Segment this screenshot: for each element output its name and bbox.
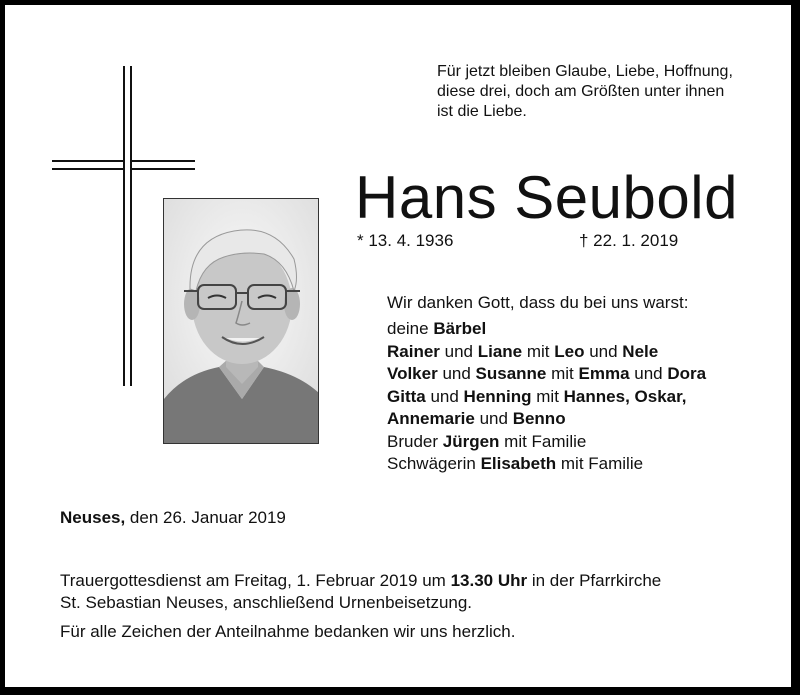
family-list [387, 318, 706, 476]
portrait-photo [163, 198, 319, 444]
thanks-line: Wir danken Gott, dass du bei uns warst: [387, 293, 689, 312]
obituary-card [5, 5, 791, 687]
cross-center [123, 160, 132, 170]
quote-line: Für jetzt bleiben Glaube, Liebe, Hoffnung, [437, 63, 733, 80]
service-line: St. Sebastian Neuses, anschließend Urnenbeisetzung. [60, 593, 473, 612]
quote-line: ist die Liebe. [437, 103, 527, 120]
family-line: Rainer und Liane mit Leo und Nele [387, 341, 659, 361]
closing-line: Für alle Zeichen der Anteilnahme bedanken wir uns herzlich. [60, 622, 516, 641]
service-time: 13.30 Uhr [450, 571, 528, 590]
date: den 26. Januar 2019 [125, 508, 286, 527]
quote-line: diese drei, doch am Größten unter ihnen [437, 83, 725, 100]
deceased-name: Hans Seubold [355, 164, 738, 231]
place-date [60, 508, 286, 528]
service-line: Trauergottesdienst am Freitag, 1. Februar 2019 um 13.30 Uhr in der Pfarrkirche [60, 571, 662, 590]
family-line: Annemarie und Benno [387, 409, 566, 428]
family-line: Volker und Susanne mit Emma und Dora [387, 364, 707, 383]
cross-icon [123, 66, 132, 386]
birth-date: * 13. 4. 1936 [357, 231, 454, 250]
family-line: deine Bärbel [387, 319, 487, 338]
service-info [60, 570, 780, 614]
portrait-illustration [164, 199, 319, 444]
family-line: Schwägerin Elisabeth mit Familie [387, 454, 644, 473]
family-line: Bruder Jürgen mit Familie [387, 431, 587, 451]
town: Neuses, [60, 508, 126, 527]
death-date: † 22. 1. 2019 [579, 231, 679, 250]
bible-quote [437, 62, 777, 122]
family-line: Gitta und Henning mit Hannes, Oskar, [387, 386, 687, 406]
